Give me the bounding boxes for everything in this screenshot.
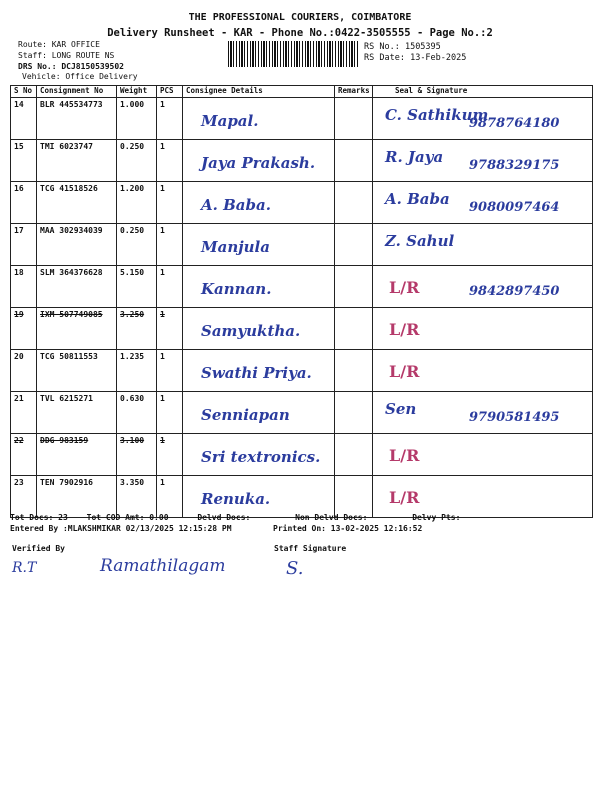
rs-number: RS No.: 1505395 <box>364 42 441 52</box>
handwritten-consignee: A. Baba. <box>201 196 271 214</box>
row-consignee <box>183 182 335 224</box>
handwritten-signature: C. Sathikum <box>385 106 489 124</box>
row-pcs: 1 <box>157 434 183 476</box>
table-row <box>11 266 593 308</box>
lr-mark: L/R <box>389 278 420 297</box>
row-seal-signature <box>373 476 593 518</box>
row-consignment-no: TEN 7902916 <box>37 476 117 518</box>
row-pcs: 1 <box>157 266 183 308</box>
col-seal-signature: Seal & Signature <box>373 86 593 98</box>
row-consignment-no: MAA 302934039 <box>37 224 117 266</box>
runsheet-table <box>10 85 593 518</box>
row-seal-signature <box>373 392 593 434</box>
row-sno: 16 <box>11 182 37 224</box>
row-weight: 3.350 <box>117 476 157 518</box>
table-row <box>11 98 593 140</box>
row-consignment-no: DDG 983159 <box>37 434 117 476</box>
row-remarks <box>335 266 373 308</box>
row-consignee <box>183 224 335 266</box>
row-consignment-no: TCG 41518526 <box>37 182 117 224</box>
row-weight: 1.200 <box>117 182 157 224</box>
staff-line: Staff: LONG ROUTE NS <box>18 51 115 60</box>
row-sno: 18 <box>11 266 37 308</box>
row-weight: 1.235 <box>117 350 157 392</box>
row-consignment-no: SLM 364376628 <box>37 266 117 308</box>
row-pcs: 1 <box>157 308 183 350</box>
document-title: THE PROFESSIONAL COURIERS, COIMBATORE <box>188 12 412 23</box>
row-sno: 14 <box>11 98 37 140</box>
handwritten-signature: Z. Sahul <box>385 232 455 250</box>
printed-on: Printed On: 13-02-2025 12:16:52 <box>273 524 423 533</box>
row-consignment-no: TCG 50811553 <box>37 350 117 392</box>
row-consignee <box>183 308 335 350</box>
handwritten-consignee: Swathi Priya. <box>201 364 312 382</box>
row-remarks <box>335 434 373 476</box>
row-sno: 23 <box>11 476 37 518</box>
lr-mark: L/R <box>389 320 420 339</box>
row-remarks <box>335 140 373 182</box>
handwritten-signature: A. Baba <box>385 190 450 208</box>
row-consignment-no: TVL 6215271 <box>37 392 117 434</box>
handwritten-consignee: Senniapan <box>201 406 290 424</box>
handwritten-consignee: Kannan. <box>201 280 272 298</box>
row-consignment-no: TMI 6023747 <box>37 140 117 182</box>
handwritten-consignee: Samyuktha. <box>201 322 301 340</box>
row-pcs: 1 <box>157 140 183 182</box>
totals-line: Tot Docs: 23 Tot COD Amt: 0.00 Delvd Docs: Non Delvd Docs: Delvy Pts: <box>10 513 461 522</box>
staff-signature-mark: S. <box>286 558 304 579</box>
route-line: Route: KAR OFFICE <box>18 40 100 49</box>
col-weight: Weight <box>117 86 157 98</box>
handwritten-consignee: Sri textronics. <box>201 448 321 466</box>
row-sno: 21 <box>11 392 37 434</box>
handwritten-phone: 9842897450 <box>469 284 560 299</box>
lr-mark: L/R <box>389 488 420 507</box>
row-weight: 3.100 <box>117 434 157 476</box>
table-row <box>11 140 593 182</box>
row-pcs: 1 <box>157 392 183 434</box>
table-row <box>11 392 593 434</box>
col-sno: S No <box>11 86 37 98</box>
row-seal-signature <box>373 98 593 140</box>
col-remarks: Remarks <box>335 86 373 98</box>
row-seal-signature <box>373 266 593 308</box>
row-consignee <box>183 350 335 392</box>
row-weight: 0.250 <box>117 224 157 266</box>
handwritten-phone: 9878764180 <box>469 116 560 131</box>
handwritten-consignee: Renuka. <box>201 490 271 508</box>
row-remarks <box>335 98 373 140</box>
row-consignee <box>183 98 335 140</box>
handwritten-consignee: Jaya Prakash. <box>201 154 316 172</box>
col-pcs: PCS <box>157 86 183 98</box>
row-pcs: 1 <box>157 350 183 392</box>
row-remarks <box>335 392 373 434</box>
drs-line: DRS No.: DCJ8150539502 <box>18 62 124 71</box>
row-sno: 22 <box>11 434 37 476</box>
handwritten-phone: 9080097464 <box>469 200 560 215</box>
document-subtitle: Delivery Runsheet - KAR - Phone No.:0422-3505555 - Page No.:2 <box>107 27 493 39</box>
table-row <box>11 350 593 392</box>
row-seal-signature <box>373 140 593 182</box>
row-sno: 19 <box>11 308 37 350</box>
staff-signature-label: Staff Signature <box>274 544 347 553</box>
verified-by-label: Verified By <box>12 544 65 553</box>
rs-date: RS Date: 13-Feb-2025 <box>364 53 467 63</box>
row-remarks <box>335 350 373 392</box>
row-pcs: 1 <box>157 98 183 140</box>
row-remarks <box>335 182 373 224</box>
row-seal-signature <box>373 308 593 350</box>
row-consignee <box>183 266 335 308</box>
handwritten-signature: R. Jaya <box>385 148 444 166</box>
verifier-initials: R.T <box>12 560 37 576</box>
handwritten-phone: 9788329175 <box>469 158 560 173</box>
row-sno: 20 <box>11 350 37 392</box>
lr-mark: L/R <box>389 446 420 465</box>
row-seal-signature <box>373 434 593 476</box>
lr-mark: L/R <box>389 362 420 381</box>
row-weight: 0.630 <box>117 392 157 434</box>
row-pcs: 1 <box>157 182 183 224</box>
row-consignee <box>183 392 335 434</box>
barcode <box>228 41 360 67</box>
table-row <box>11 476 593 518</box>
vehicle-line: Vehicle: Office Delivery <box>22 72 138 81</box>
row-consignment-no: BLR 445534773 <box>37 98 117 140</box>
row-seal-signature <box>373 182 593 224</box>
handwritten-signature: Sen <box>385 400 417 418</box>
table-row <box>11 224 593 266</box>
row-pcs: 1 <box>157 224 183 266</box>
row-consignee <box>183 476 335 518</box>
row-weight: 5.150 <box>117 266 157 308</box>
table-row <box>11 182 593 224</box>
row-weight: 3.250 <box>117 308 157 350</box>
col-consignee: Consignee Details <box>183 86 335 98</box>
row-consignee <box>183 434 335 476</box>
handwritten-consignee: Mapal. <box>201 112 259 130</box>
table-row <box>11 308 593 350</box>
handwritten-phone: 9790581495 <box>469 410 560 425</box>
row-remarks <box>335 476 373 518</box>
verified-signature: Ramathilagam <box>100 556 226 576</box>
row-consignee <box>183 140 335 182</box>
table-row <box>11 434 593 476</box>
entered-by: Entered By :MLAKSHMIKAR 02/13/2025 12:15:28 PM <box>10 524 232 533</box>
row-sno: 17 <box>11 224 37 266</box>
table-header-row <box>11 86 593 98</box>
row-weight: 1.000 <box>117 98 157 140</box>
col-consignment: Consignment No <box>37 86 117 98</box>
row-seal-signature <box>373 224 593 266</box>
handwritten-consignee: Manjula <box>201 238 270 256</box>
row-sno: 15 <box>11 140 37 182</box>
row-seal-signature <box>373 350 593 392</box>
row-pcs: 1 <box>157 476 183 518</box>
row-consignment-no: IXM 507749085 <box>37 308 117 350</box>
row-remarks <box>335 308 373 350</box>
row-weight: 0.250 <box>117 140 157 182</box>
row-remarks <box>335 224 373 266</box>
